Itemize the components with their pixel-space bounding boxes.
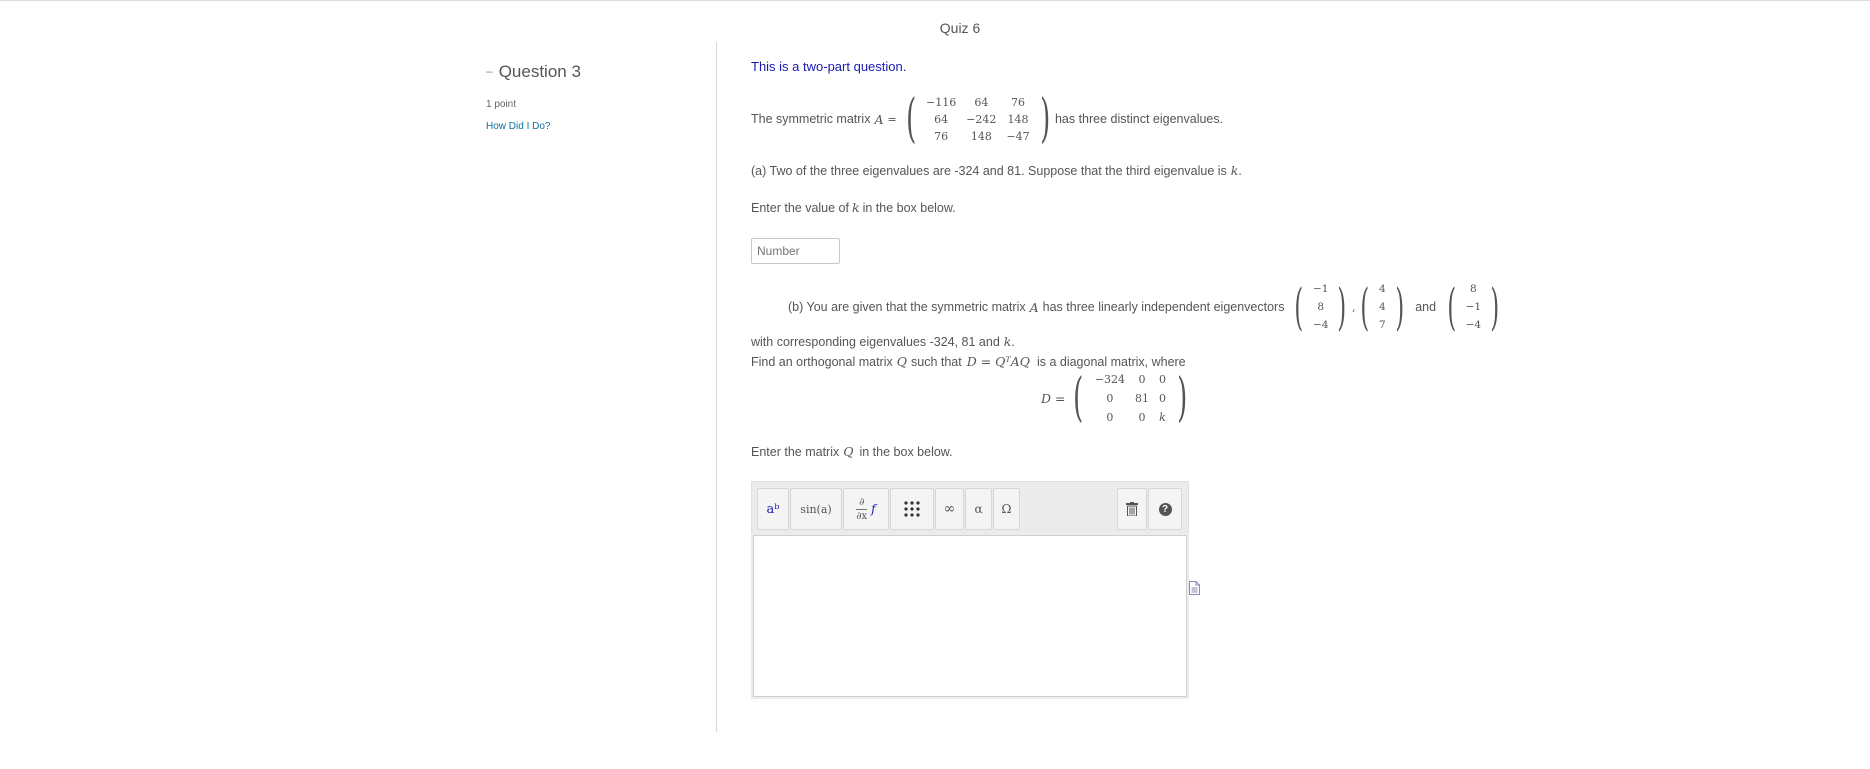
part-b-line3 xyxy=(751,354,1186,369)
matrix-d-cell: 0 xyxy=(1159,391,1166,405)
part-b-line3-suffix: is a diagonal matrix, where xyxy=(1036,354,1186,369)
how-did-i-do-link[interactable]: How Did I Do? xyxy=(486,121,551,132)
part-b-instruction xyxy=(751,444,953,459)
part-a-instruction xyxy=(751,200,956,215)
eigenvector-1 xyxy=(1309,279,1332,335)
help-icon: ? xyxy=(1159,503,1172,516)
matrix-sentence-prefix: The symmetric matrix xyxy=(751,112,871,126)
part-b-line3-formula: D = QᵀAQ xyxy=(966,354,1030,369)
vec2-right-paren: ) xyxy=(1395,278,1404,336)
matrix-a-cell: 148 xyxy=(970,129,992,143)
vec1-left-paren: ( xyxy=(1294,278,1304,336)
d-left-paren: ( xyxy=(1073,368,1084,428)
part-b-line3-mid: such that xyxy=(911,354,962,369)
matrix-a-cell: −242 xyxy=(966,112,997,126)
greek-alpha-button[interactable]: α xyxy=(965,488,992,530)
matrix-a-cell: −116 xyxy=(926,95,957,109)
part-b-suffix: has three linearly independent eigenvectors xyxy=(1042,300,1285,314)
vector-cell: 4 xyxy=(1379,283,1386,295)
matrix-a-cell: 64 xyxy=(974,95,989,109)
vector-cell: 7 xyxy=(1379,319,1386,331)
part-b-line2-var: k xyxy=(1003,334,1012,349)
part-b-line3-prefix: Find an orthogonal matrix xyxy=(751,354,893,369)
part-b-line2-end: . xyxy=(1011,334,1015,349)
question-intro: This is a two-part question. xyxy=(751,59,907,74)
power-button[interactable]: aᵇ xyxy=(757,488,789,530)
trash-button[interactable] xyxy=(1117,488,1147,530)
part-b-line3-var: Q xyxy=(896,354,907,369)
question-heading[interactable] xyxy=(486,62,581,82)
equals-sign: = xyxy=(887,112,897,126)
question-title: Question 3 xyxy=(498,62,581,81)
derivative-button[interactable] xyxy=(843,488,889,530)
vector-cell: 8 xyxy=(1317,301,1325,313)
vector-comma: , xyxy=(1351,300,1356,314)
vec3-left-paren: ( xyxy=(1447,278,1457,336)
matrix-a-cell: −47 xyxy=(1006,129,1030,143)
points-label: 1 point xyxy=(486,99,517,110)
vec1-right-paren: ) xyxy=(1337,278,1347,336)
document-icon[interactable] xyxy=(1189,581,1200,595)
part-a-sentence: (a) Two of the three eigenvalues are -324 and 81. Suppose that the third eigenvalue is xyxy=(751,163,1227,178)
matrix-d-cell: 0 xyxy=(1159,372,1166,386)
matrix-a-cell: 64 xyxy=(934,112,949,126)
part-b-line2-prefix: with corresponding eigenvalues -324, 81 and xyxy=(751,334,1000,349)
matrix-d-label: D = xyxy=(1041,390,1066,406)
page-title: Quiz 6 xyxy=(939,20,981,36)
trash-icon xyxy=(1126,502,1138,516)
matrix-d-cell: 0 xyxy=(1106,391,1114,405)
eigenvector-2 xyxy=(1375,279,1390,335)
matrix-button[interactable] xyxy=(890,488,934,530)
vector-cell: −1 xyxy=(1465,301,1482,313)
number-input[interactable] xyxy=(751,238,840,264)
right-paren: ) xyxy=(1039,89,1050,149)
vertical-divider xyxy=(716,42,717,732)
matrix-a-cell: 76 xyxy=(1011,95,1026,109)
infinity-button[interactable]: ∞ xyxy=(935,488,964,530)
matrix-sentence-suffix: has three distinct eigenvalues. xyxy=(1054,112,1224,126)
part-a-enter-suffix: in the box below. xyxy=(862,200,956,215)
vector-cell: −4 xyxy=(1312,319,1329,331)
eigenvector-3 xyxy=(1462,279,1485,335)
vec3-right-paren: ) xyxy=(1490,278,1500,336)
vector-cell: −4 xyxy=(1465,319,1482,331)
math-toolbar xyxy=(751,481,1189,537)
vector-cell: 4 xyxy=(1379,301,1386,313)
math-editor[interactable] xyxy=(753,535,1187,697)
matrix-d-cell: 0 xyxy=(1106,410,1114,424)
top-border xyxy=(0,0,1870,1)
matrix-d-block xyxy=(1041,368,1192,428)
part-b-text xyxy=(788,278,1505,336)
derivative-f: f xyxy=(871,502,876,516)
matrix-grid-icon xyxy=(903,500,921,518)
collapse-dash-icon[interactable]: – xyxy=(486,64,493,78)
derivative-fraction xyxy=(856,496,867,523)
trig-button[interactable]: sin(a) xyxy=(790,488,842,530)
matrix-d-cell: 0 xyxy=(1138,372,1146,386)
help-button[interactable] xyxy=(1148,488,1182,530)
part-a-enter-prefix: Enter the value of xyxy=(751,200,849,215)
part-a-text xyxy=(751,163,1242,178)
left-paren: ( xyxy=(905,89,916,149)
part-b-enter-suffix: in the box below. xyxy=(859,444,953,459)
part-b-prefix: (b) You are given that the symmetric matrix xyxy=(788,300,1026,314)
part-b-enter-prefix: Enter the matrix xyxy=(751,444,840,459)
vec2-left-paren: ( xyxy=(1360,278,1370,336)
matrix-a-sentence xyxy=(751,89,1224,149)
matrix-d-cell: −324 xyxy=(1094,372,1125,386)
part-b-line2 xyxy=(751,334,1015,349)
part-a-end: . xyxy=(1238,163,1242,178)
and-word: and xyxy=(1415,300,1437,314)
matrix-d-cell: 0 xyxy=(1138,410,1146,424)
part-b-var: A xyxy=(1029,299,1039,315)
matrix-d xyxy=(1089,369,1172,428)
matrix-d-cell: k xyxy=(1159,410,1166,424)
part-a-var: k xyxy=(1230,163,1239,178)
derivative-numerator: ∂ xyxy=(859,496,865,508)
vector-cell: −1 xyxy=(1312,283,1329,295)
part-b-enter-var: Q xyxy=(843,444,854,459)
matrix-a xyxy=(921,94,1035,145)
symbols-omega-button[interactable]: Ω xyxy=(993,488,1020,530)
d-right-paren: ) xyxy=(1177,368,1188,428)
derivative-denominator: ∂x xyxy=(856,510,868,522)
matrix-a-cell: 76 xyxy=(934,129,949,143)
matrix-var: A xyxy=(874,111,884,127)
matrix-a-cell: 148 xyxy=(1007,112,1029,126)
vector-cell: 8 xyxy=(1469,283,1477,295)
part-a-enter-var: k xyxy=(851,200,860,215)
matrix-d-cell: 81 xyxy=(1135,391,1149,405)
